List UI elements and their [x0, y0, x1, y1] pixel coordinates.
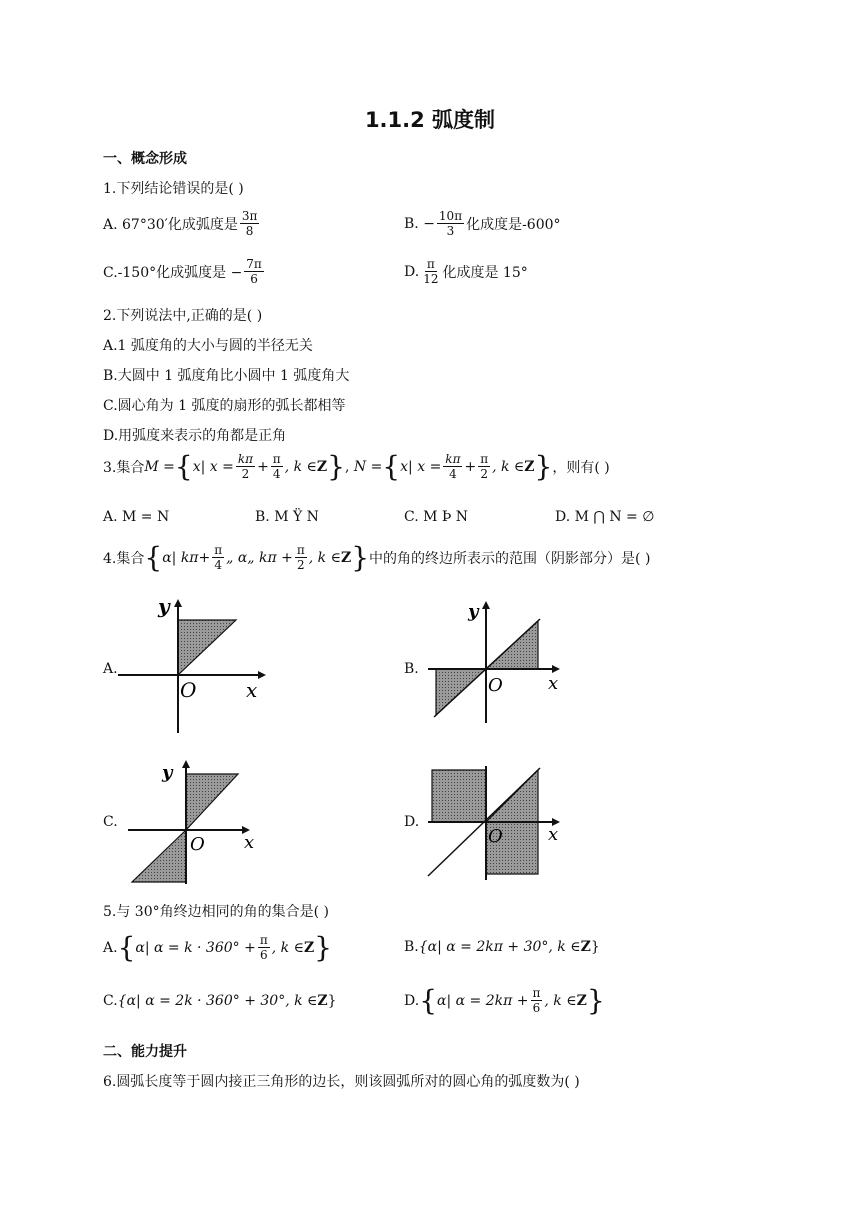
- fraction: $\frac{\pi}{6}$: [259, 933, 268, 962]
- fraction: $\frac{\pi}{2}$: [480, 452, 489, 481]
- figure-a: [118, 593, 268, 738]
- axis-x-label: x: [548, 824, 559, 845]
- question-4-stem: 4.集合 { α | kπ + $\frac{\pi}{4}$ „ α„ kπ + $\frac{\pi}{2}$ , k ∈ Z } 中的角的终边所表示的范围（阴影部分）是( ): [103, 540, 651, 574]
- fraction: $\frac{k\pi}{4}$: [445, 452, 461, 481]
- question-1-stem: 1.下列结论错误的是( ): [103, 181, 244, 197]
- fraction: $\frac{\pi}{4}$: [272, 452, 281, 481]
- figure-label-c: C.: [103, 814, 118, 830]
- question-1-option-c: C.-150°化成弧度是 − $\frac{7\pi}{6}$: [103, 257, 262, 286]
- figure-c: [124, 758, 266, 886]
- question-3-stem: 3.集合 M = { x | x = $\frac{k\pi}{2}$ + $\frac{\pi}{4}$ , k ∈ Z } , N = { x | x = $\frac{k\pi}{4}$ + $\frac{\pi}{2}$ , k ∈ Z } ，则有( ): [103, 449, 610, 483]
- question-5-option-b: B. {α| α = 2kπ + 30°, k ∈ Z }: [404, 939, 600, 955]
- axis-y-label: y: [162, 762, 173, 783]
- question-2-option-b: B.大圆中 1 弧度角比小圆中 1 弧度角大: [103, 368, 350, 384]
- axis-y-label: y: [468, 601, 479, 622]
- section-heading-ability: 二、能力提升: [103, 1044, 187, 1060]
- question-2-option-d: D.用弧度来表示的角都是正角: [103, 428, 287, 444]
- axis-x-label: x: [246, 678, 258, 702]
- origin-label: O: [190, 834, 205, 855]
- figure-label-a: A.: [103, 661, 118, 677]
- question-2-option-a: A.1 弧度角的大小与圆的半径无关: [103, 338, 313, 354]
- question-1-option-d: D. $\frac{\pi}{12}$ 化成度是 15°: [404, 257, 528, 286]
- fraction: $\frac{3\pi}{8}$: [241, 209, 258, 238]
- section-heading-concept: 一、概念形成: [103, 151, 187, 167]
- question-2-stem: 2.下列说法中,正确的是( ): [103, 308, 263, 324]
- axis-x-label: x: [244, 832, 255, 853]
- question-6-stem: 6.圆弧长度等于圆内接正三角形的边长，则该圆弧所对的圆心角的弧度数为( ): [103, 1074, 580, 1090]
- question-5-option-c: C. {α| α = 2k · 360° + 30°, k ∈ Z }: [103, 993, 337, 1009]
- origin-label: O: [180, 678, 197, 702]
- question-1-option-b: B. − $\frac{10\pi}{3}$ 化成度是-600°: [404, 209, 561, 238]
- question-5-option-a: A. { α| α = k · 360° + $\frac{\pi}{6}$ , k ∈ Z }: [103, 930, 332, 964]
- axis-y-label: y: [158, 594, 170, 618]
- question-5-stem: 5.与 30°角终边相同的角的集合是( ): [103, 904, 329, 920]
- question-1-option-a: A. 67°30′化成弧度是 $\frac{3\pi}{8}$: [103, 209, 258, 238]
- page-title: 1.1.2 弧度制: [364, 108, 496, 132]
- fraction: $\frac{\pi}{4}$: [214, 543, 223, 572]
- figure-d: [424, 764, 566, 882]
- fraction: $\frac{\pi}{12}$: [423, 257, 439, 286]
- question-5-option-d: D. { α| α = 2kπ + $\frac{\pi}{6}$ , k ∈ Z }: [404, 983, 605, 1017]
- fraction: $\frac{10\pi}{3}$: [438, 209, 463, 238]
- fraction: $\frac{7\pi}{6}$: [246, 257, 262, 286]
- fraction: $\frac{\pi}{6}$: [532, 986, 541, 1015]
- question-3-option-a: A. M = N: [103, 509, 170, 525]
- question-3-option-b: B. M Ÿ N: [255, 509, 319, 525]
- origin-label: O: [488, 675, 503, 696]
- fraction: $\frac{k\pi}{2}$: [237, 452, 254, 481]
- origin-label: O: [488, 826, 503, 847]
- figure-label-b: B.: [404, 661, 419, 677]
- question-3-option-c: C. M Þ N: [404, 509, 469, 525]
- question-2-option-c: C.圆心角为 1 弧度的扇形的弧长都相等: [103, 398, 346, 414]
- fraction: $\frac{\pi}{2}$: [296, 543, 305, 572]
- figure-label-d: D.: [404, 814, 420, 830]
- figure-b: [424, 597, 566, 725]
- axis-x-label: x: [548, 673, 559, 694]
- question-3-option-d: D. M ⋂ N = ∅: [555, 509, 655, 525]
